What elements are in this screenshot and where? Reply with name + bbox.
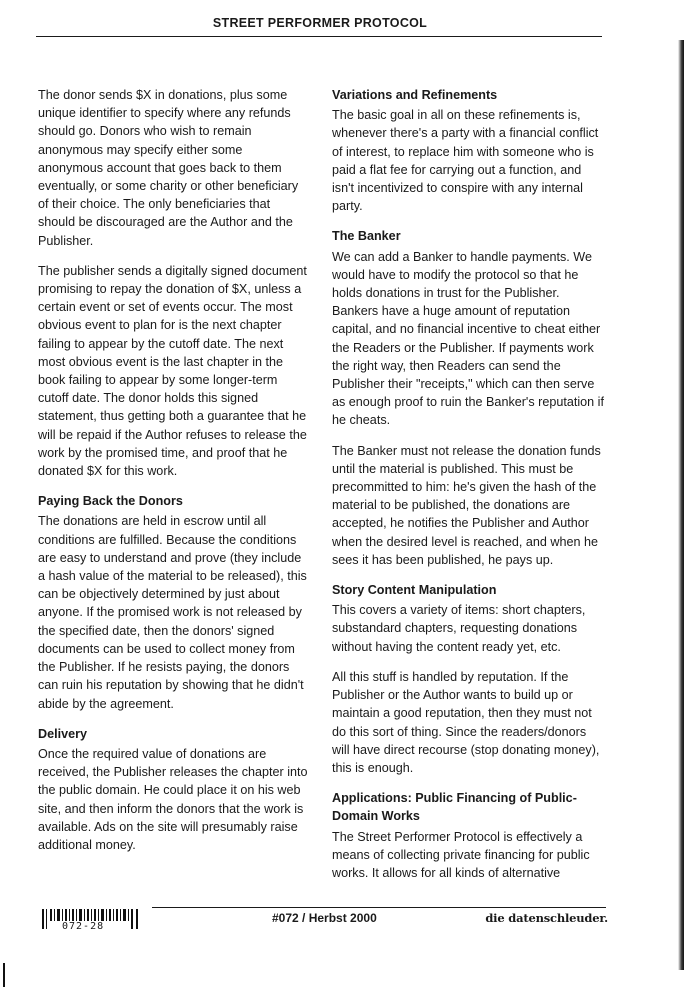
paragraph: All this stuff is handled by reputation. If the Publisher or the Author wants to build up or maintain a good reputation, then they must not do this sort of thing. Since the readers/donors will have direct recourse (stop donating money), this is enough. [332,669,600,775]
paragraph: We can add a Banker to handle payments. We would have to modify the protocol so that he holds donations in trust for the Publisher. Bankers have a huge amount of reputation capital, and no financial incentive to cheat either the Readers or the Publisher. If payments work the right way, then Readers can send the Publisher their "receipts," which can then serve as enough proof to ruin the Banker's reputation if he cheats. [332,249,604,428]
paragraph: The donor sends $X in donations, plus some unique identifier to specify where any refunds should go. Donors who wish to remain anonymous may specify either some anonymous account that goes back to them eventually, or some charity or other beneficiary of their choice. The only beneficiaries that should be discouraged are the Author and the Publisher. [38,88,299,248]
paragraph: The donations are held in escrow until all conditions are fulfilled. Because the conditions are easy to understand and prove (they include a hash value of the material to be released), this can be objectively determined by just about anyone. If the promised work is not released by the specified date, then the donors' signed documents can be used to collect money from the Publisher. If he resists paying, the donors can ruin his reputation by showing that he didn't abide by the agreement. [38,514,307,711]
paragraph: The Street Performer Protocol is effectively a means of collecting private financing for public works. It allows for all kinds of alternative [332,829,590,880]
section-heading: Story Content Manipulation [332,583,497,598]
section-heading: The Banker [332,229,401,244]
footer-rule [152,907,606,908]
brand-logo: die datenschleuder. [485,911,608,925]
issue-label: #072 / Herbst 2000 [272,911,377,925]
section-heading: Paying Back the Donors [38,494,183,509]
paragraph: The basic goal in all on these refinements is, whenever there's a party with a financial conflict of interest, to replace him with someone who is paid a flat fee for carrying out a function, and isn't incentivized to conspire with any internal party. [332,108,599,214]
paragraph: The publisher sends a digitally signed document promising to repay the donation of $X, unless a certain event or set of events occur. The most obvious event to plan for is the next chapter failing to appear by the cutoff date. The next most obvious event is the last chapter in the book failing to appear by some longer-term cutoff date. The donor holds this signed statement, thus getting both a guarantee that he will be repaid if the Author refuses to release the work by the promised time, and proof that he donated $X for this work. [38,263,307,479]
right-column [332,86,604,894]
page-edge-shadow [678,40,684,970]
paragraph: This covers a variety of items: short chapters, substandard chapters, requesting donations without having the content ready yet, etc. [332,603,586,654]
barcode-number: 072-28 [62,921,105,932]
left-column [38,86,310,866]
running-header: STREET PERFORMER PROTOCOL [212,16,428,30]
section-heading: Applications: Public Financing of Public-Domain Works [332,791,577,824]
section-heading: Delivery [38,726,88,741]
paragraph: The Banker must not release the donation funds until the material is published. This must be precommitted to him: he's given the hash of the material to be published, the donations are accepted, he notifies the Publisher and Author when the desired level is reached, and when he sees it has been published, he pays up. [332,443,601,567]
scan-mark [3,963,5,987]
paragraph: Once the required value of donations are received, the Publisher releases the chapter into the public domain. He could place it on his web site, and then inform the donors that the work is available. Ads on the site will presumably raise additional money. [38,746,308,852]
header-rule [36,36,602,37]
section-heading: Variations and Refinements [332,88,498,102]
